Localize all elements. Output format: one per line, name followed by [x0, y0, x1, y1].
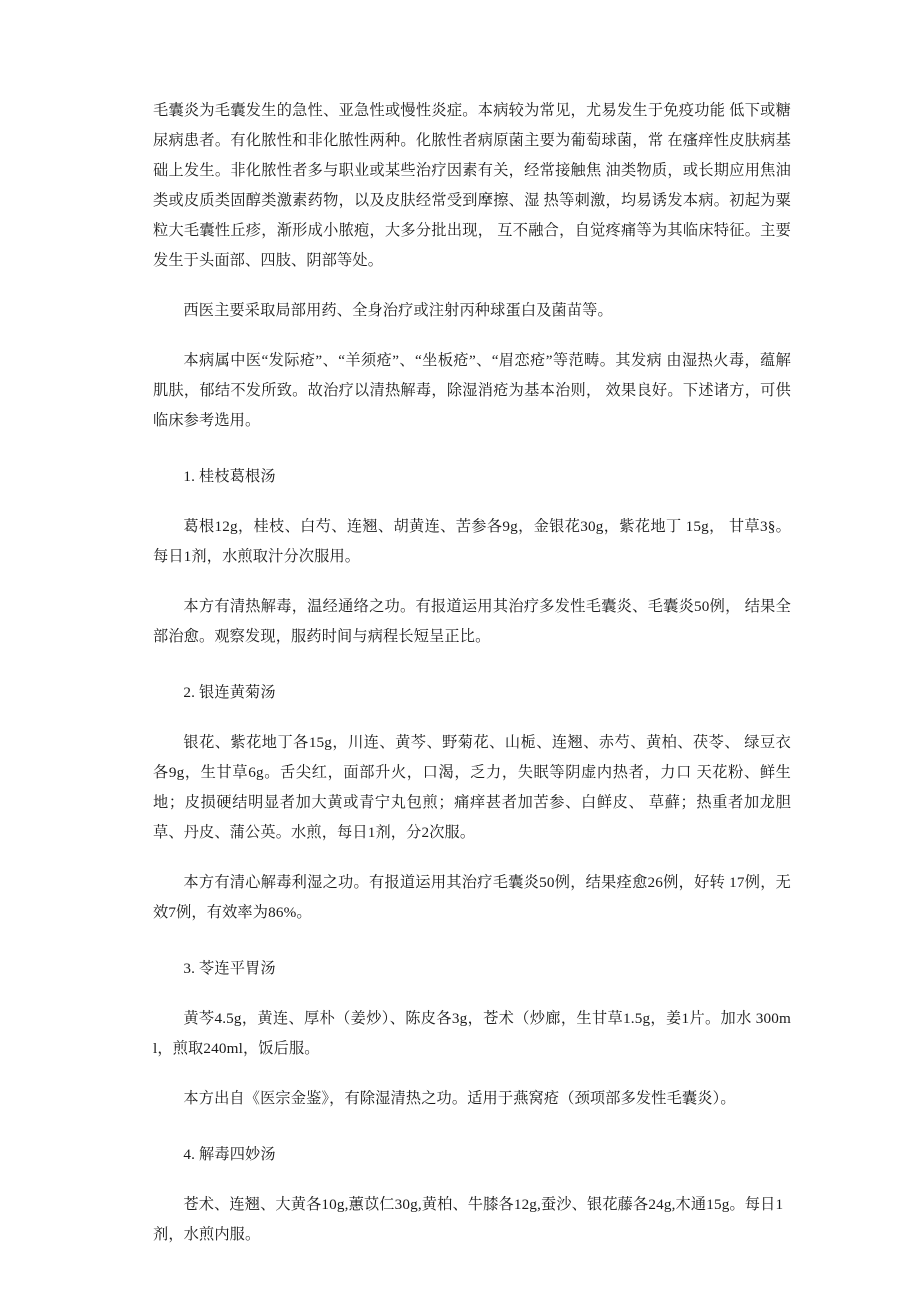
paragraph-spacer [153, 492, 791, 512]
paragraph-spacer [153, 1064, 791, 1084]
formula-notes-3: 本方出自《医宗金鉴》，有除湿清热之功。适用于燕窝疮（颈项部多发性毛囊炎）。 [183, 1090, 736, 1107]
section-spacer [153, 652, 791, 678]
paragraph-spacer [153, 326, 791, 346]
formula-heading-1: 1. 桂枝葛根汤 [183, 468, 276, 485]
paragraph-spacer [153, 572, 791, 592]
western-medicine-paragraph: 西医主要采取局部用药、全身治疗或注射丙种球蛋白及菌苗等。 [183, 302, 613, 319]
section-spacer [153, 436, 791, 462]
formula-composition-3: 黄芩4.5g，黄连、厚朴（姜炒）、陈皮各3g，苍术（炒廊，生甘草1.5g，姜1片。加水 300ml，煎取240ml，饭后服。 [153, 1010, 791, 1057]
document-body [153, 96, 791, 1250]
paragraph-spacer [153, 708, 791, 728]
formula-composition-2: 银花、紫花地丁各15g，川连、黄芩、野菊花、山栀、连翘、赤芍、黄柏、茯苓、 绿豆衣各9g，生甘草6g。舌尖红，面部升火，口渴，乏力，失眠等阴虚内热者，力口 天花粉、鲜生地；皮损硬结明显者加大黄或青宁丸包煎；痛痒甚者加苦参、白鲜皮、 草蘚；热重者加龙胆草、丹皮、蒲公英。水煎，每日1剂，分2次服。 [153, 734, 791, 841]
paragraph-spacer [153, 984, 791, 1004]
formula-heading-4: 4. 解毒四妙汤 [183, 1146, 276, 1163]
section-spacer [153, 928, 791, 954]
paragraph-spacer [153, 1170, 791, 1190]
formula-heading-3: 3. 苓连平胃汤 [183, 960, 276, 977]
formula-notes-2: 本方有清心解毒利湿之功。有报道运用其治疗毛囊炎50例，结果痊愈26例，好转 17例，无效7例，有效率为86%。 [153, 874, 791, 921]
formula-heading-2: 2. 银连黄菊汤 [183, 684, 276, 701]
intro-paragraph: 毛囊炎为毛囊发生的急性、亚急性或慢性炎症。本病较为常见，尤易发生于免疫功能 低下或糖尿病患者。有化脓性和非化脓性两种。化脓性者病原菌主要为葡萄球菌，常 在瘙痒性皮肤病基础上发生。非化脓性者多与职业或某些治疗因素有关，经常接触焦 油类物质，或长期应用焦油类或皮质类固醇类激素药物，以及皮肤经常受到摩擦、湿 热等刺激，均易诱发本病。初起为粟粒大毛囊性丘疹，渐形成小脓疱，大多分批出现， 互不融合，自觉疼痛等为其临床特征。主要发生于头面部、四肢、阴部等处。 [153, 102, 791, 269]
formula-composition-4: 苍术、连翘、大黄各10g,蕙苡仁30g,黄柏、牛膝各12g,蚕沙、银花藤各24g,木通15g。每日1剂，水煎内服。 [153, 1196, 784, 1243]
paragraph-spacer [153, 848, 791, 868]
formula-composition-1: 葛根12g，桂枝、白芍、连翘、胡黄连、苦参各9g，金银花30g，紫花地丁 15g， 甘草3§。每日1剂，水煎取汁分次服用。 [153, 518, 791, 565]
formula-notes-1: 本方有清热解毒，温经通络之功。有报道运用其治疗多发性毛囊炎、毛囊炎50例， 结果全部治愈。观察发现，服药时间与病程长短呈正比。 [153, 598, 791, 645]
tcm-paragraph: 本病属中医“发际疮”、“羊须疮”、“坐板疮”、“眉恋疮”等范畴。其发病 由湿热火毒，蕴解肌肤，郁结不发所致。故治疗以清热解毒，除湿消疮为基本治则， 效果良好。下述诸方，可供临床参考选用。 [153, 352, 791, 429]
section-spacer [153, 1114, 791, 1140]
paragraph-spacer [153, 276, 791, 296]
